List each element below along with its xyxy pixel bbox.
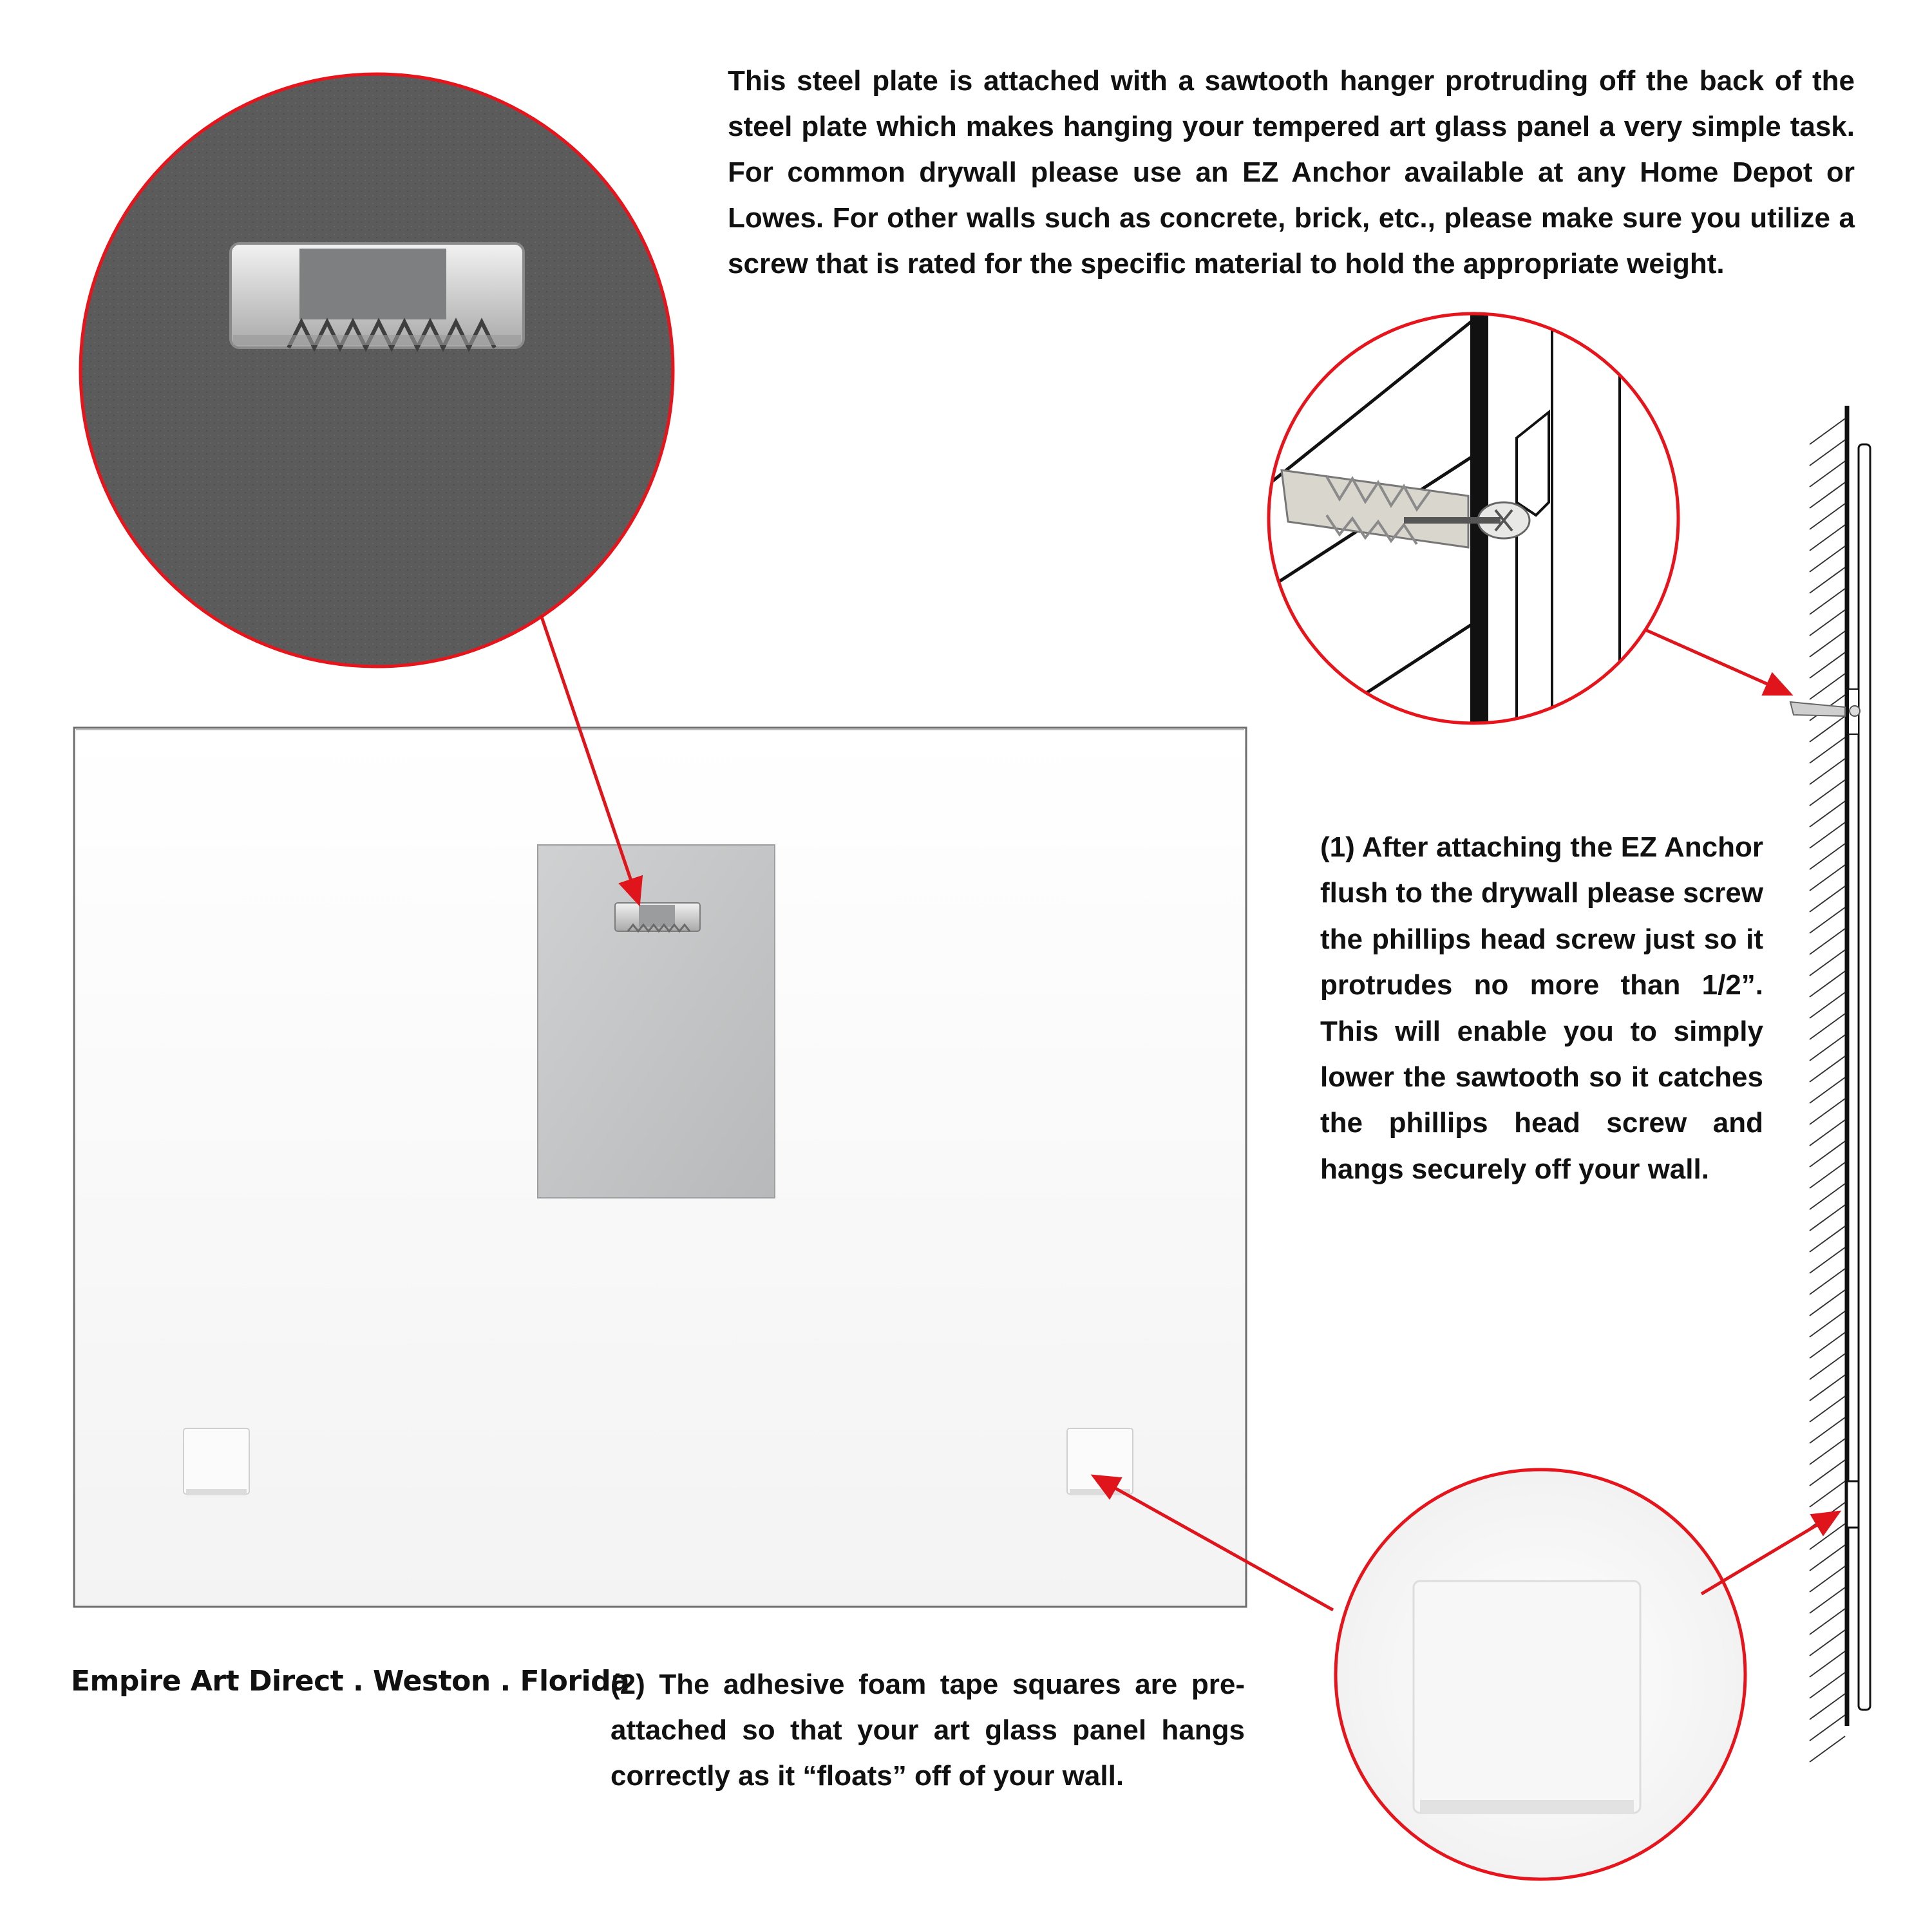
foam-square-left [184,1428,249,1495]
hatch-line [1810,716,1845,742]
hatch-line [1810,1609,1845,1634]
hatch-line [1810,1332,1845,1358]
hatch-line [1810,440,1845,466]
hatch-line [1810,546,1845,572]
hatch-line [1810,1226,1845,1252]
steel-plate [538,845,775,1198]
hatch-line [1810,950,1845,976]
hatch-line [1810,1651,1845,1677]
sawtooth-hanger-icon [231,243,524,348]
hatch-line [1810,780,1845,806]
hatch-line [1810,610,1845,636]
hatch-line [1810,907,1845,933]
wall-hatching [1810,419,1845,1762]
hatch-line [1810,1417,1845,1443]
hatch-line [1810,461,1845,487]
hatch-line [1810,631,1845,657]
hatch-line [1810,1141,1845,1167]
hatch-line [1810,525,1845,551]
hatch-line [1810,1545,1845,1571]
hatch-line [1810,1311,1845,1337]
hatch-line [1810,886,1845,912]
foam-closeup-callout [1333,1468,1752,1887]
hatch-line [1810,419,1845,444]
hatch-line [1810,1481,1845,1507]
hatch-line [1810,1247,1845,1273]
hatch-line [1810,674,1845,699]
foam-square-right [1067,1428,1133,1495]
hatch-line [1810,1035,1845,1061]
wall-section [1790,406,1870,1762]
brand-line: Empire Art Direct . Weston . Florida [71,1665,630,1698]
arrow-foam-to-wall [1701,1512,1839,1594]
hatch-line [1810,1672,1845,1698]
hatch-line [1810,844,1845,869]
hatch-line [1810,1630,1845,1656]
hatch-line [1810,567,1845,593]
hatch-line [1810,1205,1845,1231]
hatch-line [1810,1460,1845,1486]
sawtooth-closeup-callout [77,71,676,670]
step1-instructions: (1) After attaching the EZ Anchor flush to the drywall please screw the phillips head screw just so it protrudes no more than 1/2”. This will enable you to simply lower the sawtooth so it catches the phillips head screw and hangs securely off your wall. [1320,831,1763,1185]
hatch-line [1810,1354,1845,1379]
hatch-line [1810,1162,1845,1188]
hatch-line [1810,1587,1845,1613]
hatch-line [1810,992,1845,1018]
hatch-line [1810,1502,1845,1528]
hatch-line [1810,1184,1845,1209]
hatch-line [1810,1077,1845,1103]
step2-instructions: (2) The adhesive foam tape squares are pre-attached so that your art glass panel hangs correctly as it “floats” off of your wall. [611,1669,1245,1792]
hatch-line [1810,589,1845,614]
hatch-line [1810,1375,1845,1401]
hatch-line [1810,971,1845,997]
arrow-anchor [1645,630,1790,694]
hatch-line [1810,865,1845,891]
hatch-line [1810,1566,1845,1592]
anchor-closeup-callout [1262,309,1687,734]
sawtooth-description: This steel plate is attached with a sawtooth hanger protruding off the back of the steel plate which makes hanging your tempered art glass panel a very simple task. For common drywall please use an EZ Anchor available at any Home Depot or Lowes. For other walls such as concrete, brick, etc., please make sure you utilize a screw that is rated for the specific material to hold the appropriate weight. [728,65,1855,279]
hatch-line [1810,1014,1845,1039]
hatch-line [1810,1269,1845,1294]
hatch-line [1810,1396,1845,1422]
hatch-line [1810,652,1845,678]
hatch-line [1810,482,1845,508]
hatch-line [1810,504,1845,529]
hatch-line [1810,1120,1845,1146]
hatch-line [1810,801,1845,827]
hatch-line [1810,929,1845,954]
hatch-line [1810,1290,1845,1316]
hatch-line [1810,1056,1845,1082]
hatch-line [1810,1694,1845,1719]
sawtooth-hanger-small-icon [615,903,700,931]
hatch-line [1810,759,1845,784]
hatch-line [1810,822,1845,848]
foam-square-icon [1414,1581,1640,1814]
hatch-line [1810,1439,1845,1464]
hatch-line [1810,737,1845,763]
hatch-line [1810,1099,1845,1124]
hatch-line [1810,1715,1845,1741]
hatch-line [1810,1736,1845,1762]
